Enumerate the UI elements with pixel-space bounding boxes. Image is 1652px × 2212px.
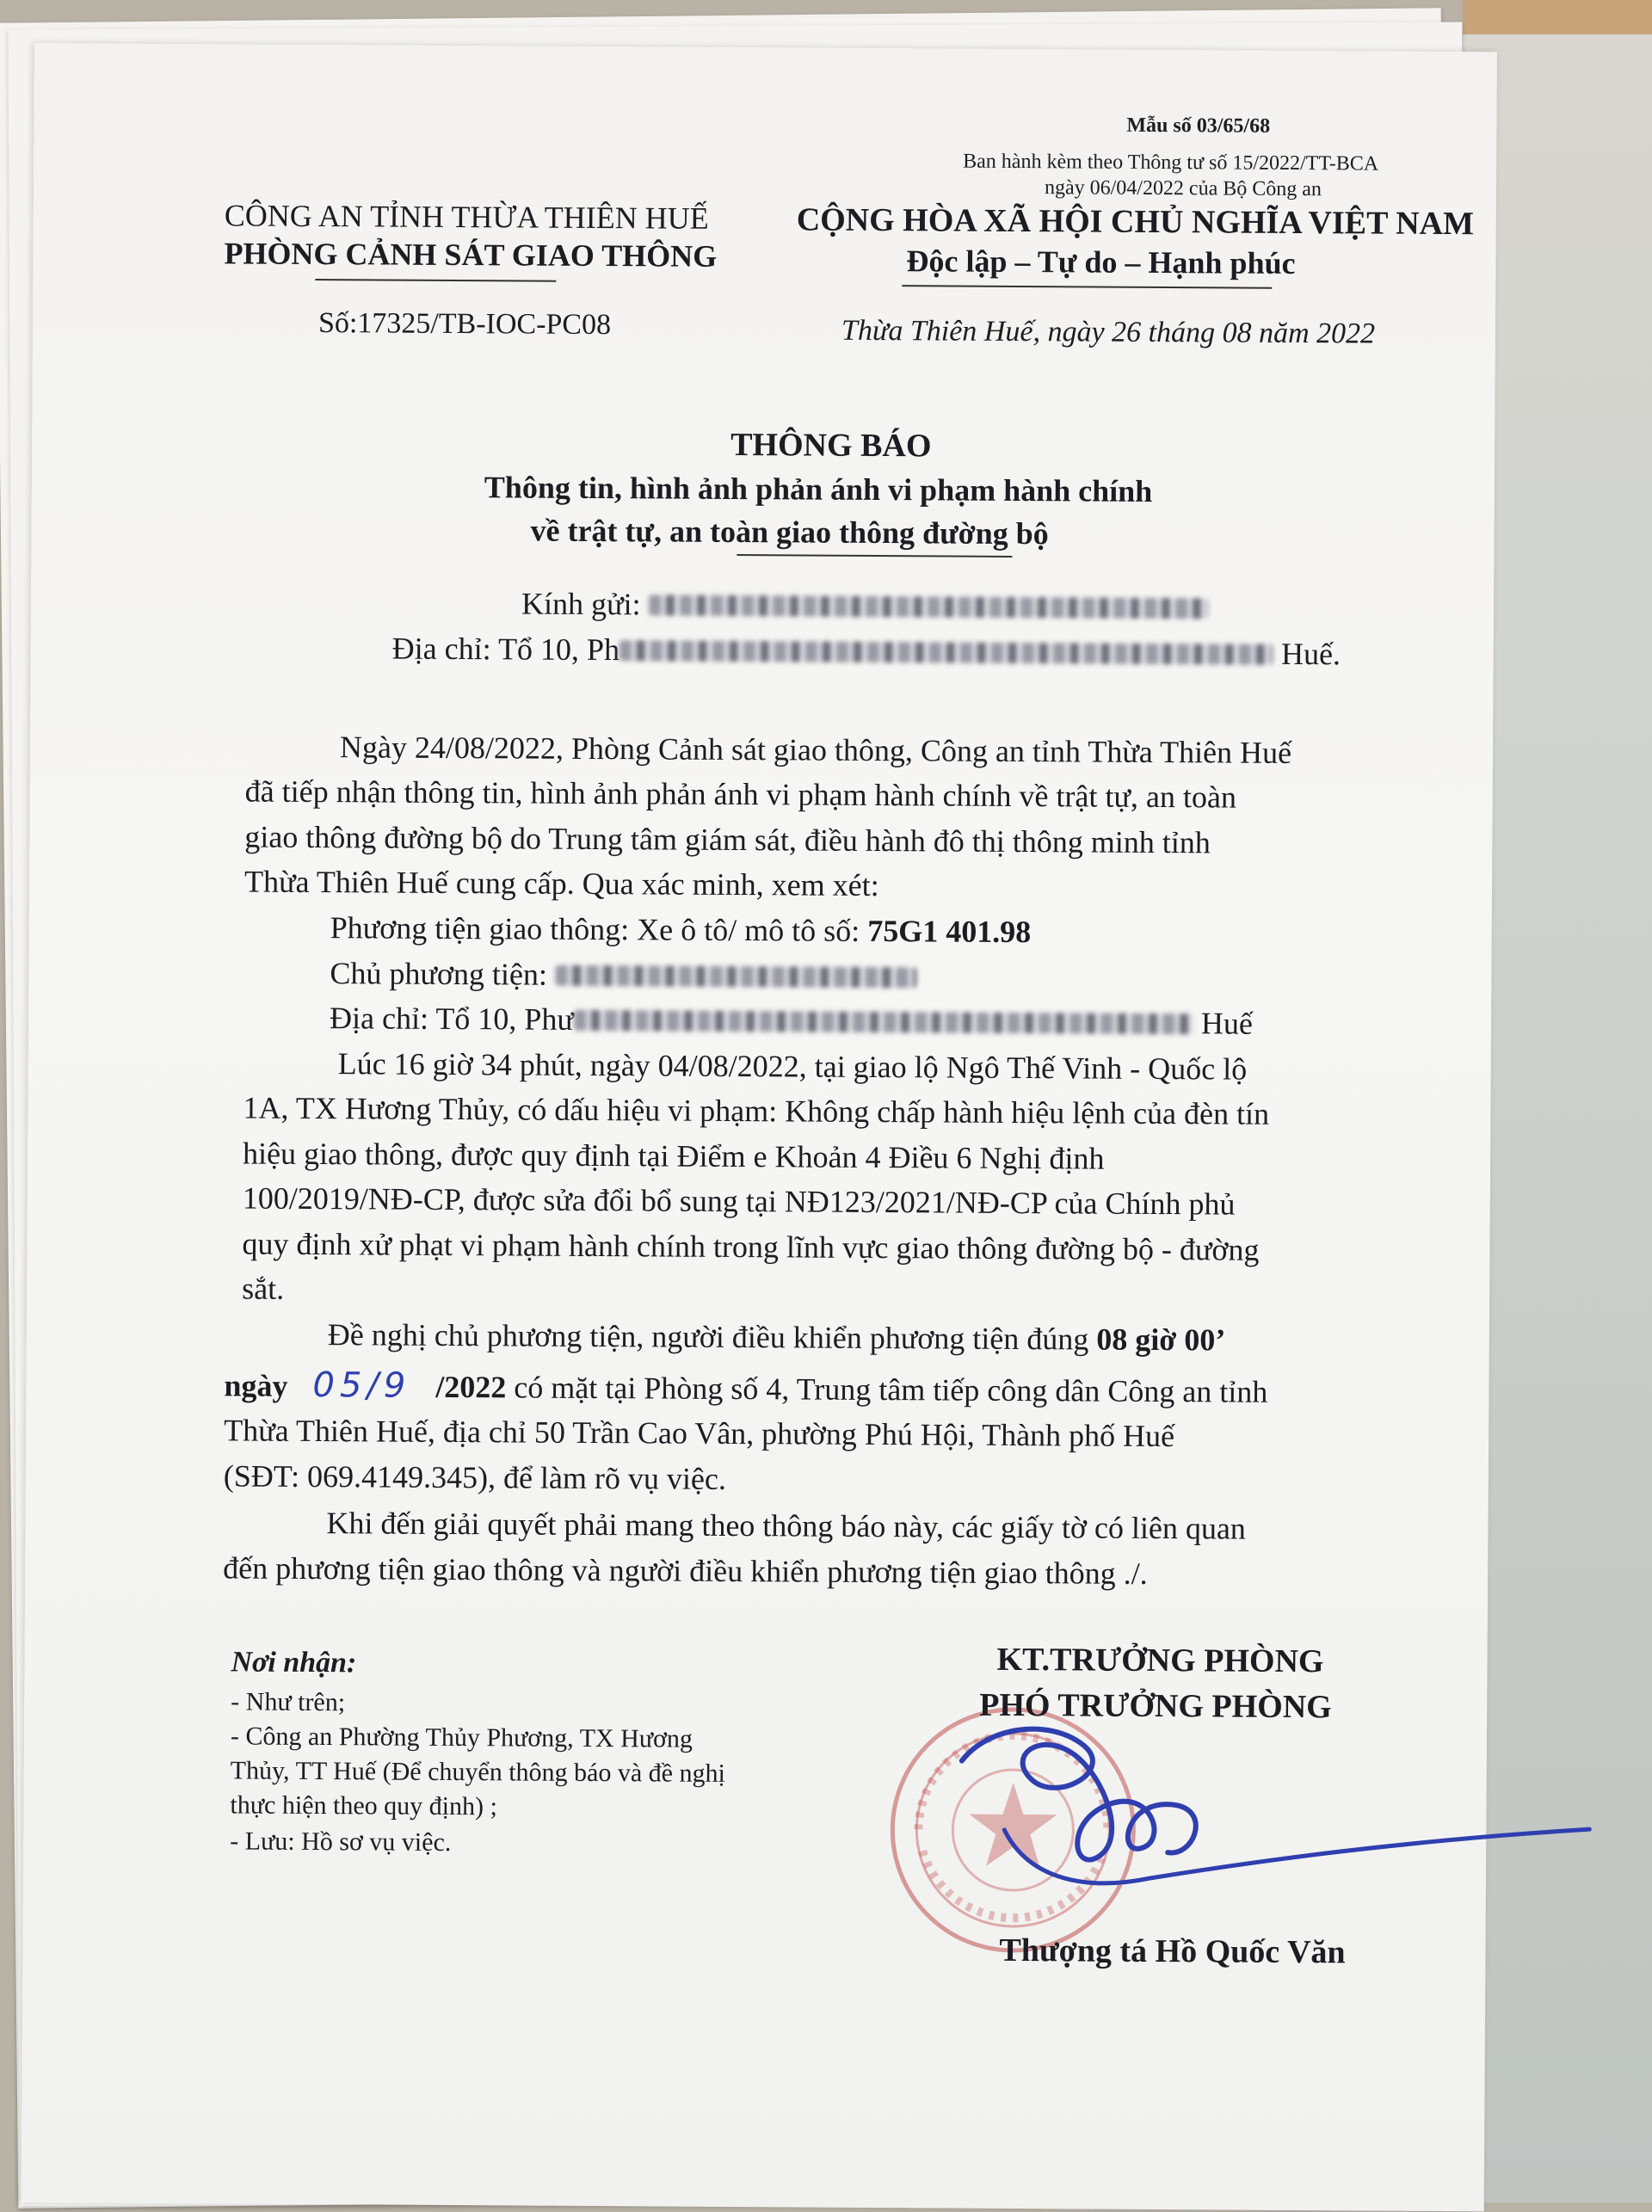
signature-title-2: PHÓ TRƯỞNG PHÒNG (979, 1686, 1332, 1726)
request-line-4: (SĐT: 069.4149.345), để làm rõ vụ việc. (223, 1458, 727, 1496)
recipients-item: Thủy, TT Huế (Để chuyển thông báo và đề nghị (230, 1756, 725, 1788)
org-parent: CÔNG AN TỈNH THỪA THIÊN HUẾ (224, 198, 709, 236)
request-day-label: ngày (224, 1368, 288, 1403)
request-time: 08 giờ 00’ (1096, 1322, 1226, 1358)
body-intro-1: Ngày 24/08/2022, Phòng Cảnh sát giao thông, Công an tỉnh Thừa Thiên Huế (339, 730, 1292, 770)
recipient-label: Kính gửi: (521, 586, 641, 622)
recipient-line (521, 585, 1208, 625)
document-number: Số:17325/TB-IOC-PC08 (317, 307, 612, 342)
vehicle-line (330, 909, 1032, 950)
request-text: Đề nghị chủ phương tiện, người điều khiển phương tiện đúng (327, 1317, 1089, 1357)
form-issued-by: Ban hành kèm theo Thông tư số 15/2022/TT-BCA (963, 150, 1379, 176)
recipients-item: - Lưu: Hồ sơ vụ việc. (230, 1827, 452, 1857)
signature-title-1: KT.TRƯỞNG PHÒNG (996, 1641, 1324, 1680)
request-location: có mặt tại Phòng số 4, Trung tâm tiếp công dân Công an tỉnh (514, 1370, 1268, 1409)
violation-line-1: Lúc 16 giờ 34 phút, ngày 04/08/2022, tại giao lộ Ngô Thế Vinh - Quốc lộ (337, 1046, 1248, 1087)
owner-address-label: Địa chỉ: Tổ 10, Phư (329, 1001, 575, 1037)
violation-line-5: quy định xử phạt vi phạm hành chính trong lĩnh vực giao thông đường bộ - đường (242, 1226, 1260, 1267)
violation-line-3: hiệu giao thông, được quy định tại Điểm e Khoản 4 Điều 6 Nghị định (242, 1136, 1105, 1176)
owner-address-end: Huế (1200, 1006, 1254, 1041)
recipients-title: Nơi nhận: (231, 1646, 357, 1679)
recipient-address-line (392, 631, 1341, 673)
owner-line (330, 955, 916, 995)
recipients-item: - Như trên; (231, 1687, 346, 1717)
handwritten-signature-icon (952, 1710, 1607, 1920)
subject-underline (737, 554, 1012, 558)
national-motto: Độc lập – Tự do – Hạnh phúc (906, 243, 1296, 280)
owner-label: Chủ phương tiện: (330, 956, 548, 992)
recipient-address-label: Địa chỉ: Tổ 10, Ph (391, 631, 620, 668)
body-intro-3: giao thông đường bộ do Trung tâm giám sát, điều hành đô thị thông minh tỉnh (244, 819, 1211, 860)
closing-line-1: Khi đến giải quyết phải mang theo thông báo này, các giấy tờ có liên quan (326, 1506, 1247, 1546)
license-plate: 75G1 401.98 (867, 913, 1032, 950)
subject-line-1: Thông tin, hình ảnh phản ánh vi phạm hành chính (484, 470, 1153, 508)
redacted-owner-name (555, 964, 916, 988)
subject-line-2: về trật tự, an toàn giao thông đường bộ (530, 513, 1049, 551)
recipient-address-end: Huế. (1280, 636, 1341, 672)
form-issued-date: ngày 06/04/2022 của Bộ Công an (1044, 176, 1322, 201)
document-type: THÔNG BÁO (730, 426, 932, 465)
nation-title: CỘNG HÒA XÃ HỘI CHỦ NGHĨA VIỆT NAM (796, 201, 1475, 243)
handwritten-date: 05/9 (312, 1365, 411, 1406)
place-date: Thừa Thiên Huế, ngày 26 tháng 08 năm 2022 (841, 314, 1376, 350)
request-line-2 (224, 1365, 1267, 1410)
motto-underline (902, 285, 1272, 289)
form-number: Mẫu số 03/65/68 (1126, 114, 1271, 138)
recipients-item: - Công an Phường Thủy Phương, TX Hương (230, 1722, 693, 1753)
redacted-owner-address (574, 1010, 1193, 1034)
document-page (22, 43, 1497, 2211)
owner-address-line (330, 1000, 1253, 1042)
body-intro-4: Thừa Thiên Huế cung cấp. Qua xác minh, xem xét: (243, 864, 879, 903)
recipients-item: thực hiện theo quy định) ; (230, 1790, 497, 1821)
violation-line-4: 100/2019/NĐ-CP, được sửa đổi bổ sung tại NĐ123/2021/NĐ-CP của Chính phủ (242, 1180, 1236, 1222)
request-year: /2022 (435, 1369, 507, 1405)
redacted-recipient-address (620, 640, 1273, 665)
body-intro-2: đã tiếp nhận thông tin, hình ảnh phản ánh vi phạm hành chính về trật tự, an toàn (244, 773, 1237, 815)
vehicle-label: Phương tiện giao thông: Xe ô tô/ mô tô số: (330, 910, 860, 948)
violation-line-2: 1A, TX Hương Thủy, có dấu hiệu vi phạm: Không chấp hành hiệu lệnh của đèn tín (243, 1090, 1270, 1131)
violation-line-6: sắt. (242, 1271, 285, 1306)
closing-line-2: đến phương tiện giao thông và người điều khiển phương tiện giao thông ./. (223, 1550, 1148, 1591)
redacted-recipient-name (648, 595, 1207, 619)
signer-name: Thượng tá Hồ Quốc Văn (999, 1932, 1346, 1971)
org-name: PHÒNG CẢNH SÁT GIAO THÔNG (224, 236, 718, 274)
request-line-1 (328, 1316, 1226, 1358)
request-line-3: Thừa Thiên Huế, địa chỉ 50 Trần Cao Vân, phường Phú Hội, Thành phố Huế (224, 1413, 1175, 1454)
org-underline (315, 279, 556, 282)
